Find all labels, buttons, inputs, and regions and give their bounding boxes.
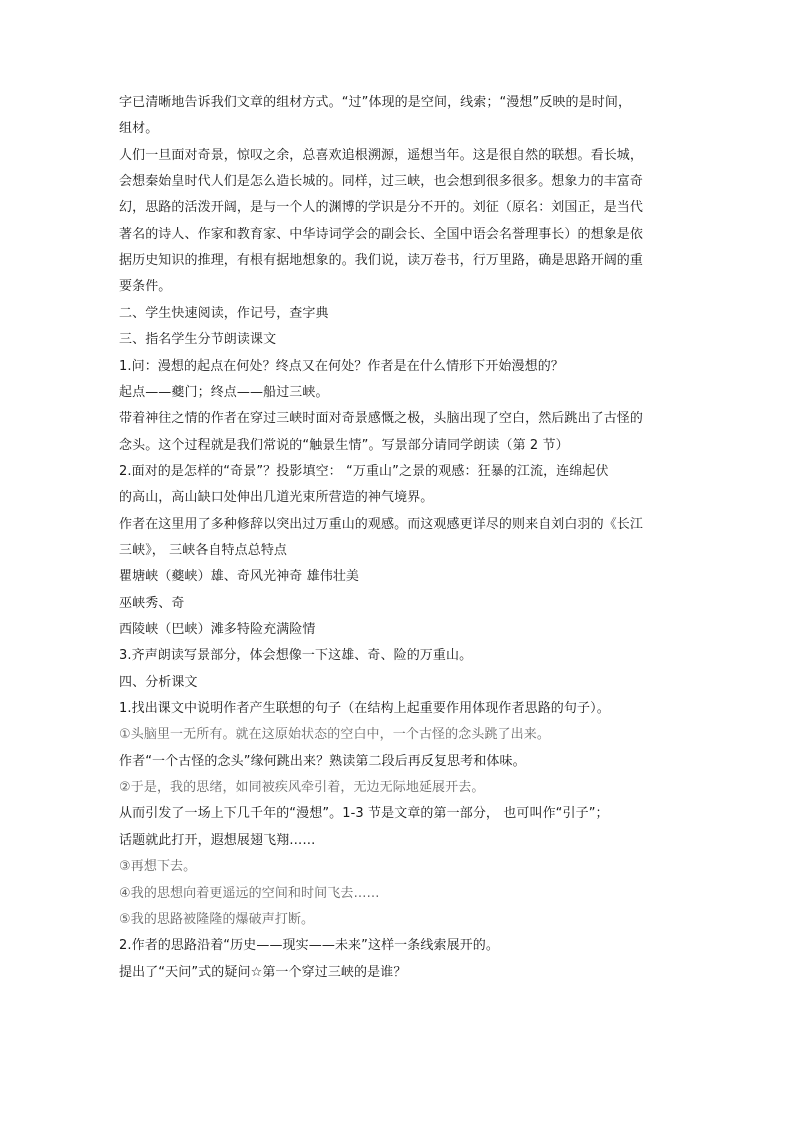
text-line: 话题就此打开，遐想展翅飞翔…… — [119, 832, 316, 848]
text-line: ⑤我的思路被隆隆的爆破声打断。 — [119, 911, 315, 927]
text-line: 巫峡秀、奇 — [119, 595, 185, 611]
text-line: 瞿塘峡（夔峡）雄、奇风光神奇 雄伟壮美 — [119, 569, 360, 585]
text-line: 字已清晰地告诉我们文章的组材方式。“过”体现的是空间，线索；“漫想”反映的是时间， — [119, 95, 632, 110]
text-line: ③再想下去。 — [119, 859, 197, 875]
text-line: 起点——夔门；终点——船过三峡。 — [119, 384, 329, 400]
text-line: 念头。这个过程就是我们常说的“触景生情”。写景部分请同学朗读（第 2 节） — [119, 437, 569, 453]
text-line: 四、分析课文 — [119, 674, 198, 690]
text-line: ②于是，我的思绪，如同被疾风牵引着，无边无际地延展开去。 — [119, 780, 485, 796]
text-line: 1.找出课文中说明作者产生联想的句子（在结构上起重要作用体现作者思路的句子）。 — [119, 701, 610, 717]
text-line: 三峡》， 三峡各自特点总特点 — [119, 542, 288, 558]
text-line: 幻，思路的活泼开阔，是与一个人的渊博的学识是分不开的。刘征（原名：刘国正，是当代 — [119, 200, 644, 216]
text-line: 2.面对的是怎样的“奇景”？投影填空： “万重山”之景的观感：狂暴的江流，连绵起伏 — [119, 463, 609, 479]
text-line: 3.齐声朗读写景部分，体会想像一下这雄、奇、险的万重山。 — [119, 648, 473, 664]
text-line: 提出了“天问”式的疑问☆第一个穿过三峡的是谁？ — [119, 964, 407, 980]
text-line: 要条件。 — [119, 279, 172, 295]
text-line: 作者在这里用了多种修辞以突出过万重山的观感。而这观感更详尽的则来自刘白羽的《长江 — [119, 516, 644, 532]
text-line: ④我的思想向着更遥远的空间和时间飞去…… — [119, 885, 380, 901]
text-line: ①头脑里一无所有。就在这原始状态的空白中，一个古怪的念头跳了出来。 — [119, 727, 550, 743]
text-line: 人们一旦面对奇景，惊叹之余，总喜欢追根溯源，遥想当年。这是很自然的联想。看长城， — [119, 147, 644, 163]
text-line: 三、指名学生分节朗读课文 — [119, 332, 277, 348]
text-line: 据历史知识的推理，有根有据地想象的。我们说，读万卷书，行万里路，确是思路开阔的重 — [119, 253, 644, 269]
text-line: 从而引发了一场上下几千年的“漫想”。1-3 节是文章的第一部分， 也可叫作“引子”； — [119, 806, 609, 822]
text-line: 组材。 — [119, 121, 159, 137]
text-line: 著名的诗人、作家和教育家、中华诗词学会的副会长、全国中语会名誉理事长）的想象是依 — [119, 226, 644, 242]
text-line: 的高山，高山缺口处伸出几道光束所营造的神气境界。 — [119, 490, 434, 506]
text-line: 二、学生快速阅读，作记号，查字典 — [119, 305, 329, 321]
text-line: 1.问：漫想的起点在何处？终点又在何处？作者是在什么情形下开始漫想的？ — [119, 358, 564, 374]
text-line: 作者“一个古怪的念头”缘何跳出来？熟读第二段后再反复思考和体味。 — [119, 753, 526, 769]
text-line: 西陵峡（巴峡）滩多特险充满险情 — [119, 622, 316, 637]
text-line: 会想秦始皇时代人们是怎么造长城的。同样，过三峡，也会想到很多很多。想象力的丰富奇 — [119, 174, 644, 190]
text-line: 2.作者的思路沿着“历史——现实——未来”这样一条线索展开的。 — [119, 938, 499, 954]
text-line: 带着神往之情的作者在穿过三峡时面对奇景感慨之极，头脑出现了空白，然后跳出了古怪的 — [119, 411, 644, 427]
